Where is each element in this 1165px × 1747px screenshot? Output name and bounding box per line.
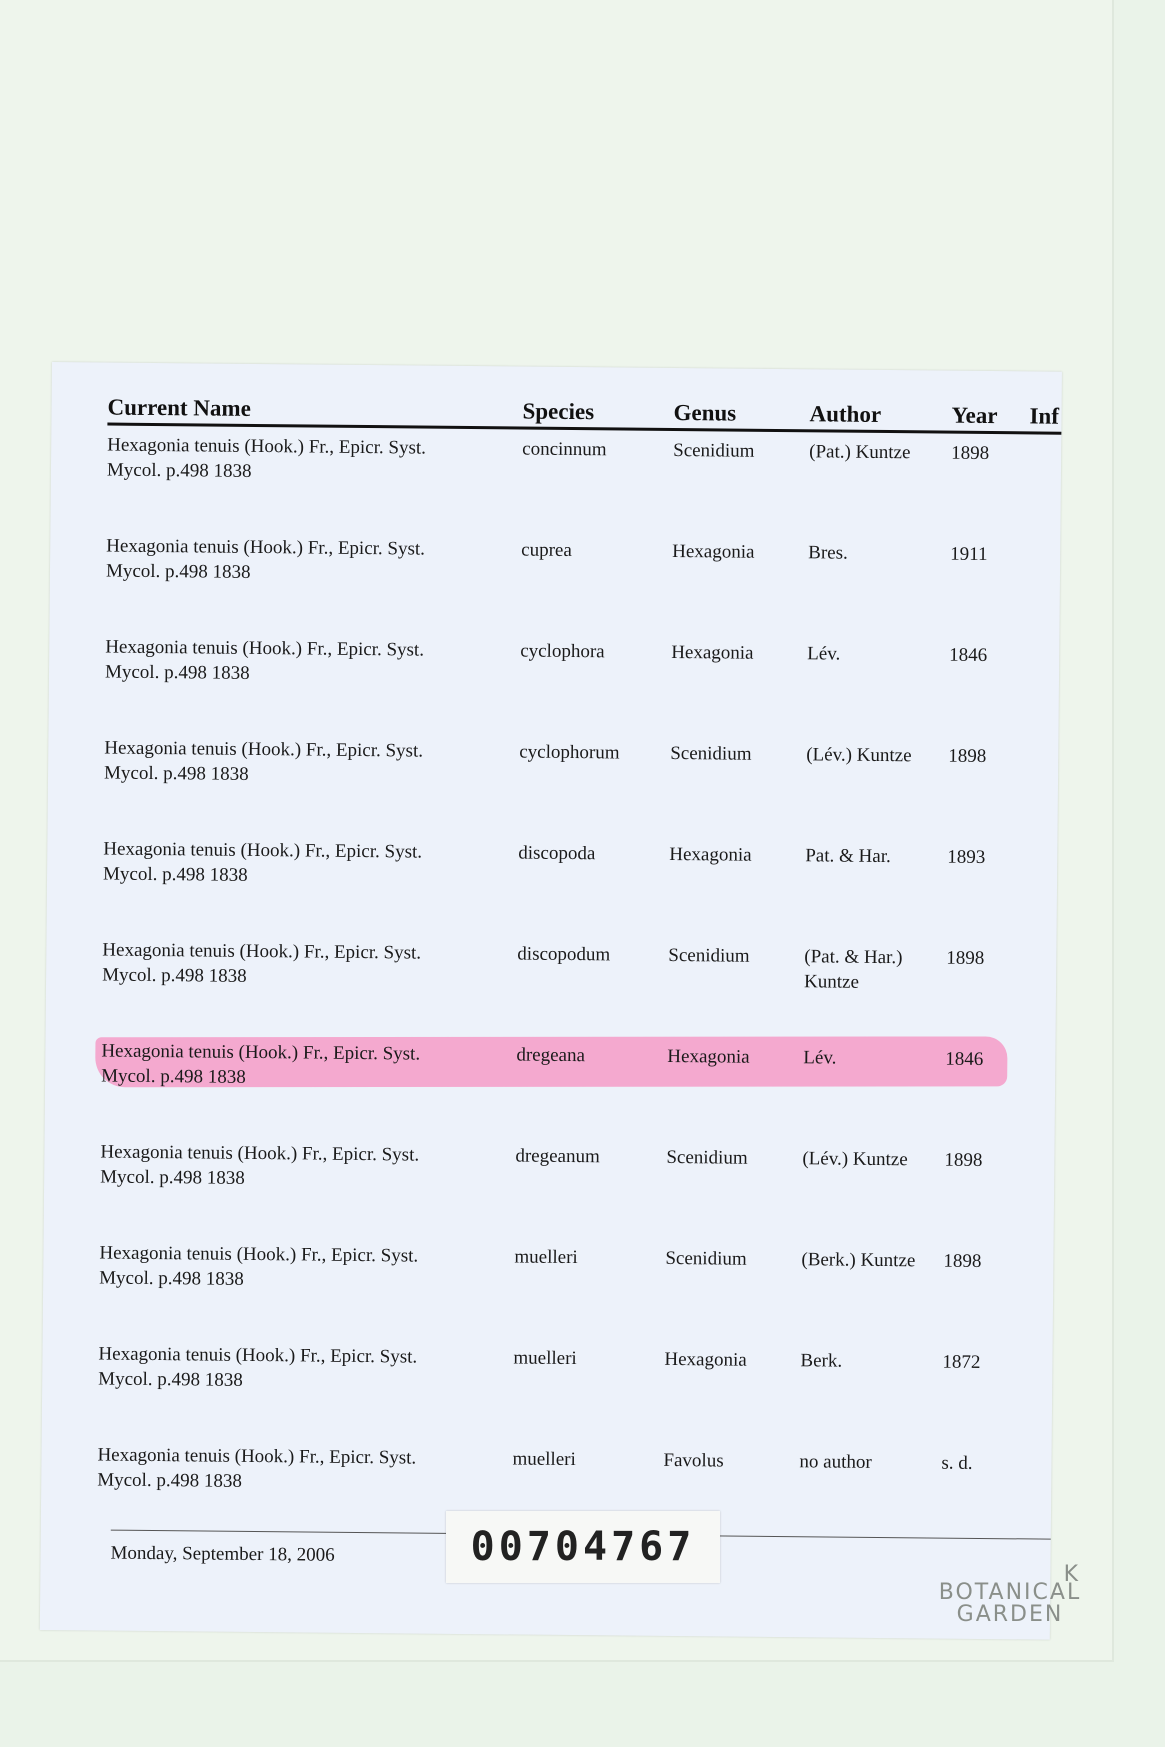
current-name-line2: Mycol. p.498 1838: [104, 661, 250, 684]
cell-year: 1898: [948, 745, 987, 767]
cell-species: concinnum: [522, 438, 607, 461]
cell-year: 1846: [949, 644, 988, 666]
cell-genus: Hexagonia: [667, 1045, 750, 1068]
cell-current-name: [99, 1240, 479, 1294]
current-name-line1: Hexagonia tenuis (Hook.) Fr., Epicr. Syst.: [105, 636, 425, 661]
table-row: [103, 736, 1058, 846]
cell-species: dregeana: [516, 1044, 586, 1067]
cell-genus: Hexagonia: [669, 843, 752, 866]
header-year: Year: [951, 402, 998, 429]
cell-genus: Scenidium: [666, 1146, 748, 1169]
table-row: [105, 534, 1060, 644]
current-name-line1: Hexagonia tenuis (Hook.) Fr., Epicr. Syst.: [102, 939, 422, 964]
current-name-line1: Hexagonia tenuis (Hook.) Fr., Epicr. Syst.: [100, 1141, 420, 1166]
cell-species: discopodum: [517, 943, 611, 966]
cell-current-name: [103, 837, 483, 891]
cell-year: 1898: [943, 1250, 982, 1272]
current-name-line2: Mycol. p.498 1838: [98, 1368, 243, 1391]
cell-current-name: [97, 1442, 477, 1496]
cell-species: cyclophorum: [519, 741, 620, 764]
cell-author: Bres.: [808, 542, 848, 564]
current-name-line1: Hexagonia tenuis (Hook.) Fr., Epicr. Syst.: [101, 1040, 421, 1065]
table-row: [100, 1140, 1055, 1250]
stamp-line-garden: GARDEN: [956, 1602, 1064, 1627]
current-name-line1: Hexagonia tenuis (Hook.) Fr., Epicr. Syst.: [99, 1242, 419, 1267]
table-row: [106, 433, 1061, 543]
cell-species: dregeanum: [515, 1145, 600, 1168]
cell-year: 1872: [942, 1351, 981, 1373]
barcode-label: 00704767: [446, 1511, 720, 1583]
current-name-line2: Mycol. p.498 1838: [100, 1166, 245, 1189]
cell-genus: Hexagonia: [672, 540, 755, 563]
cell-year: s. d.: [941, 1452, 973, 1474]
cell-year: 1911: [950, 543, 988, 565]
current-name-line2: Mycol. p.498 1838: [106, 459, 252, 482]
table-row: [99, 1240, 1054, 1350]
cell-genus: Hexagonia: [664, 1348, 747, 1371]
cell-species: muelleri: [514, 1246, 578, 1269]
cell-author: (Lév.) Kuntze: [806, 744, 912, 767]
current-name-line1: Hexagonia tenuis (Hook.) Fr., Epicr. Syst.: [103, 838, 423, 863]
cell-current-name: [102, 938, 482, 992]
cell-author: Pat. & Har.: [805, 845, 891, 868]
cell-current-name: [104, 736, 484, 790]
current-name-line2: Mycol. p.498 1838: [102, 863, 248, 886]
cell-current-name: [107, 433, 487, 487]
cell-species: muelleri: [512, 1448, 576, 1471]
current-name-line2: Mycol. p.498 1838: [103, 762, 249, 785]
cell-author: Berk.: [800, 1350, 843, 1372]
cell-author: Lév.: [803, 1047, 837, 1069]
cell-author: (Berk.) Kuntze: [801, 1249, 916, 1272]
current-name-line2: Mycol. p.498 1838: [101, 1065, 246, 1088]
cell-current-name: [106, 534, 486, 588]
table-header: [107, 379, 1061, 435]
cell-genus: Scenidium: [665, 1247, 747, 1270]
cell-genus: Scenidium: [668, 944, 750, 967]
cell-year: 1898: [946, 947, 985, 969]
cell-author: (Lév.) Kuntze: [802, 1148, 908, 1171]
current-name-line2: Mycol. p.498 1838: [97, 1469, 242, 1492]
garden-stamp: [920, 1580, 1100, 1648]
cell-author: (Pat. & Har.) Kuntze: [803, 946, 903, 993]
current-name-line1: Hexagonia tenuis (Hook.) Fr., Epicr. Syst.: [107, 434, 427, 459]
printed-sheet: [40, 362, 1062, 1640]
cell-genus: Scenidium: [673, 439, 755, 462]
cell-author: Lév.: [807, 643, 841, 665]
table-row: [104, 635, 1059, 745]
cell-current-name: [100, 1140, 480, 1194]
cell-species: cyclophora: [520, 640, 605, 663]
footer-date: Monday, September 18, 2006: [110, 1542, 335, 1566]
cell-current-name: [98, 1341, 478, 1395]
header-genus: Genus: [673, 399, 737, 426]
current-name-line2: Mycol. p.498 1838: [99, 1267, 244, 1290]
header-info: Inf: [1029, 403, 1060, 429]
cell-species: cuprea: [521, 539, 572, 561]
table-row: [102, 938, 1057, 1048]
cell-year: 1898: [944, 1149, 983, 1171]
table-body: [97, 433, 1062, 1553]
cell-genus: Favolus: [663, 1449, 724, 1472]
cell-species: muelleri: [513, 1347, 577, 1370]
cell-author: no author: [799, 1451, 872, 1473]
current-name-line1: Hexagonia tenuis (Hook.) Fr., Epicr. Syst.: [104, 737, 424, 762]
cell-genus: Hexagonia: [671, 641, 754, 664]
current-name-line2: Mycol. p.498 1838: [105, 560, 251, 583]
cell-current-name: [101, 1039, 481, 1093]
table-row: [98, 1341, 1053, 1451]
current-name-line1: Hexagonia tenuis (Hook.) Fr., Epicr. Syst.: [98, 1343, 418, 1368]
cell-year: 1846: [945, 1048, 984, 1070]
cell-genus: Scenidium: [670, 742, 752, 765]
table-row: [102, 837, 1057, 947]
stamp-line-botanical: BOTANICAL: [938, 1580, 1082, 1605]
current-name-line1: Hexagonia tenuis (Hook.) Fr., Epicr. Syst.: [106, 535, 426, 560]
cell-species: discopoda: [518, 842, 596, 865]
cell-year: 1893: [947, 846, 986, 868]
current-name-line1: Hexagonia tenuis (Hook.) Fr., Epicr. Syst.: [97, 1444, 417, 1469]
current-name-line2: Mycol. p.498 1838: [102, 964, 247, 987]
header-author: Author: [809, 401, 882, 427]
cell-year: 1898: [951, 442, 990, 464]
header-species: Species: [522, 398, 595, 425]
cell-author: (Pat.) Kuntze: [809, 441, 911, 464]
header-current-name: Current Name: [107, 394, 251, 421]
table-row: [101, 1039, 1056, 1149]
cell-current-name: [105, 635, 485, 689]
